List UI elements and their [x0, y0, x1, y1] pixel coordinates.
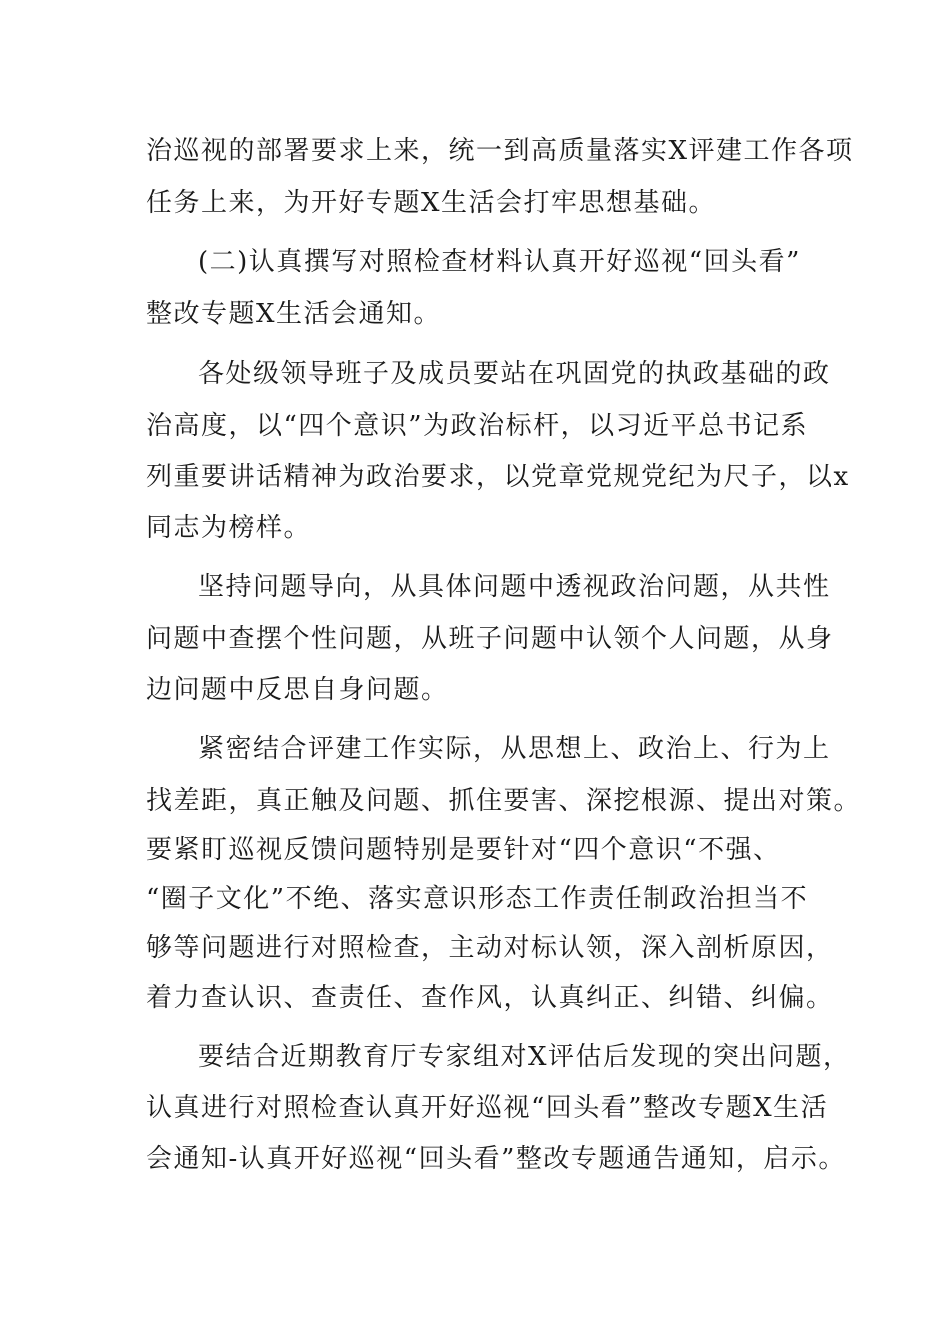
paragraph-line: 治高度，以“四个意识”为政治标杆，以习近平总书记系 [146, 411, 809, 441]
paragraph-line: 紧密结合评建工作实际，从思想上、政治上、行为上 [198, 734, 831, 764]
paragraph-line: 认真进行对照检查认真开好巡视“回头看”整改专题Ⅹ生活 [146, 1093, 829, 1123]
paragraph-line: 列重要讲话精神为政治要求，以党章党规党纪为尺子，以x [146, 462, 850, 492]
paragraph-line: 同志为榜样。 [146, 513, 312, 543]
paragraph-line: 边问题中反思自身问题。 [146, 675, 449, 705]
section-heading-line: (二)认真撰写对照检查材料认真开好巡视“回头看” [198, 247, 801, 277]
paragraph-line: 够等问题进行对照检查，主动对标认领，深入剖析原因， [146, 933, 834, 963]
paragraph-line: 治巡视的部署要求上来，统一到高质量落实Ⅹ评建工作各项 [146, 136, 854, 166]
paragraph-line: 坚持问题导向，从具体问题中透视政治问题，从共性 [198, 572, 831, 602]
paragraph-line: 要结合近期教育厅专家组对Ⅹ评估后发现的突出问题， [198, 1042, 851, 1072]
paragraph-line: “圈子文化”不绝、落实意识形态工作责任制政治担当不 [146, 884, 809, 914]
paragraph-line: 着力查认识、查责任、查作风，认真纠正、纠错、纠偏。 [146, 983, 834, 1013]
paragraph-line: 要紧盯巡视反馈问题特别是要针对“四个意识“不强、 [146, 835, 781, 865]
paragraph-line: 任务上来，为开好专题Ⅹ生活会打牢思想基础。 [146, 188, 717, 218]
paragraph-line: 找差距，真正触及问题、抓住要害、深挖根源、提出对策。 [146, 786, 862, 816]
paragraph-line: 问题中查摆个性问题，从班子问题中认领个人问题，从身 [146, 624, 834, 654]
paragraph-line: 各处级领导班子及成员要站在巩固党的执政基础的政 [198, 359, 831, 389]
paragraph-line: 会通知-认真开好巡视“回头看”整改专题通告通知，启示。 [146, 1144, 846, 1174]
section-heading-line: 整改专题Ⅹ生活会通知。 [146, 299, 442, 329]
